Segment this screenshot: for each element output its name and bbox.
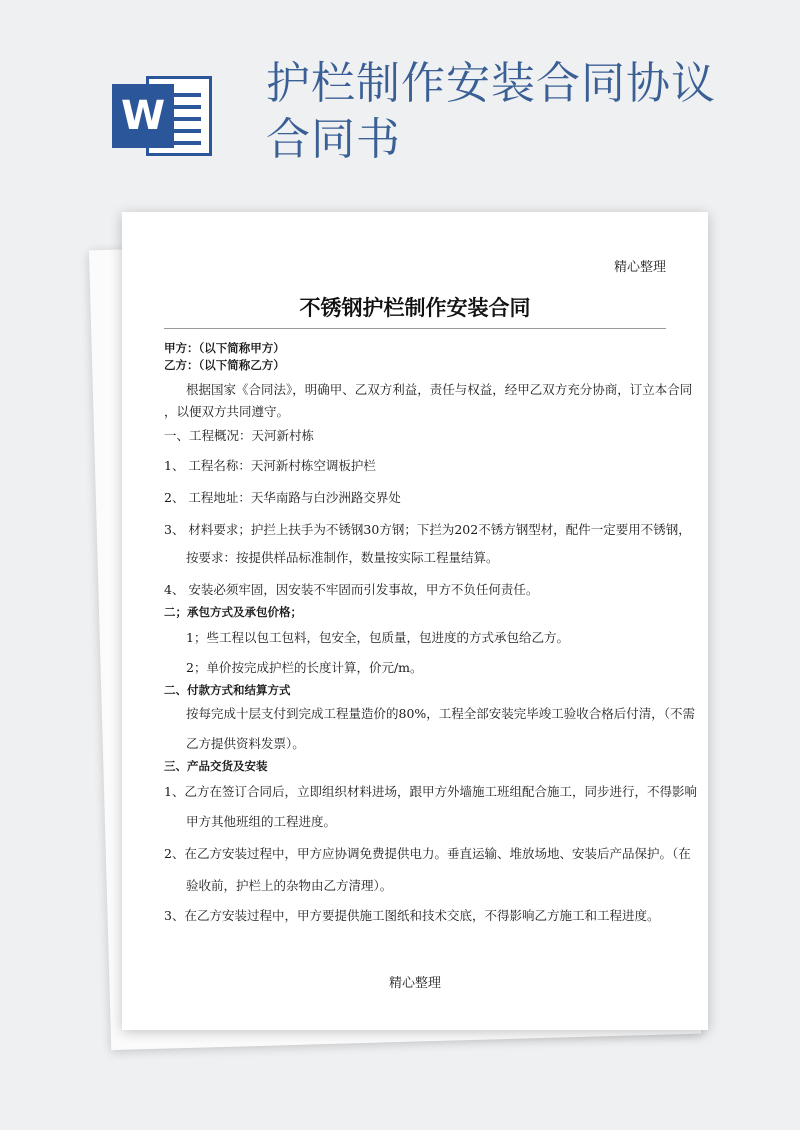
section-3-title: 二、付款方式和结算方式 (164, 683, 291, 697)
list-item: 2、 工程地址：天华南路与白沙洲路交界处 (164, 490, 401, 505)
banner (0, 0, 800, 200)
list-item: 2；单价按完成护栏的长度计算，价元/m。 (186, 660, 423, 675)
list-item: 甲方其他班组的工程进度。 (186, 814, 337, 829)
word-logo-letter: W (112, 84, 174, 148)
section-4-title: 三、产品交货及安装 (164, 759, 268, 773)
list-item: 1；些工程以包工包料，包安全，包质量，包进度的方式承包给乙方。 (186, 630, 569, 645)
section-1-title: 一、工程概况：天河新村栋 (164, 428, 315, 443)
intro-line: 根据国家《合同法》，明确甲、乙双方利益，责任与权益，经甲乙双方充分协商，订立本合同 (186, 382, 693, 397)
party-b: 乙方：（以下简称乙方） (164, 358, 285, 372)
section-2-title: 二；承包方式及承包价格； (164, 605, 302, 619)
banner-title-line1: 护栏制作安装合同协议 (266, 58, 716, 109)
list-item: 3、在乙方安装过程中，甲方要提供施工图纸和技术交底，不得影响乙方施工和工程进度。 (164, 908, 660, 923)
list-item: 1、 工程名称：天河新村栋空调板护栏 (164, 458, 376, 473)
list-item: 按要求：按提供样品标准制作，数量按实际工程量结算。 (186, 550, 499, 565)
list-item: 乙方提供资料发票）。 (186, 736, 305, 751)
footer-note: 精心整理 (388, 976, 441, 991)
list-item: 1、乙方在签订合同后，立即组织材料进场，跟甲方外墙施工班组配合施工，同步进行，不得影响 (164, 784, 697, 799)
intro-line: ，以便双方共同遵守。 (164, 404, 290, 419)
party-a: 甲方：（以下简称甲方） (164, 341, 285, 355)
banner-title-line2: 合同书 (266, 114, 401, 165)
list-item: 验收前，护栏上的杂物由乙方清理）。 (186, 878, 393, 893)
list-item: 3、 材料要求；护拦上扶手为不锈钢30方钢；下拦为202不锈方钢型材，配件一定要用不锈钢， (164, 522, 691, 537)
banner-title (266, 56, 726, 168)
list-item: 按每完成十层支付到完成工程量造价的80%，工程全部安装完毕竣工验收合格后付清，（不需 (186, 706, 696, 721)
header-note: 精心整理 (613, 260, 666, 275)
list-item: 4、 安装必须牢固，因安装不牢固而引发事故，甲方不负任何责任。 (164, 582, 539, 597)
list-item: 2、在乙方安装过程中，甲方应协调免费提供电力。垂直运输、堆放场地、安装后产品保护。（在 (164, 846, 691, 861)
document-title: 不锈钢护栏制作安装合同 (164, 292, 666, 329)
document-page (122, 212, 708, 1030)
word-doc-icon (108, 68, 218, 160)
